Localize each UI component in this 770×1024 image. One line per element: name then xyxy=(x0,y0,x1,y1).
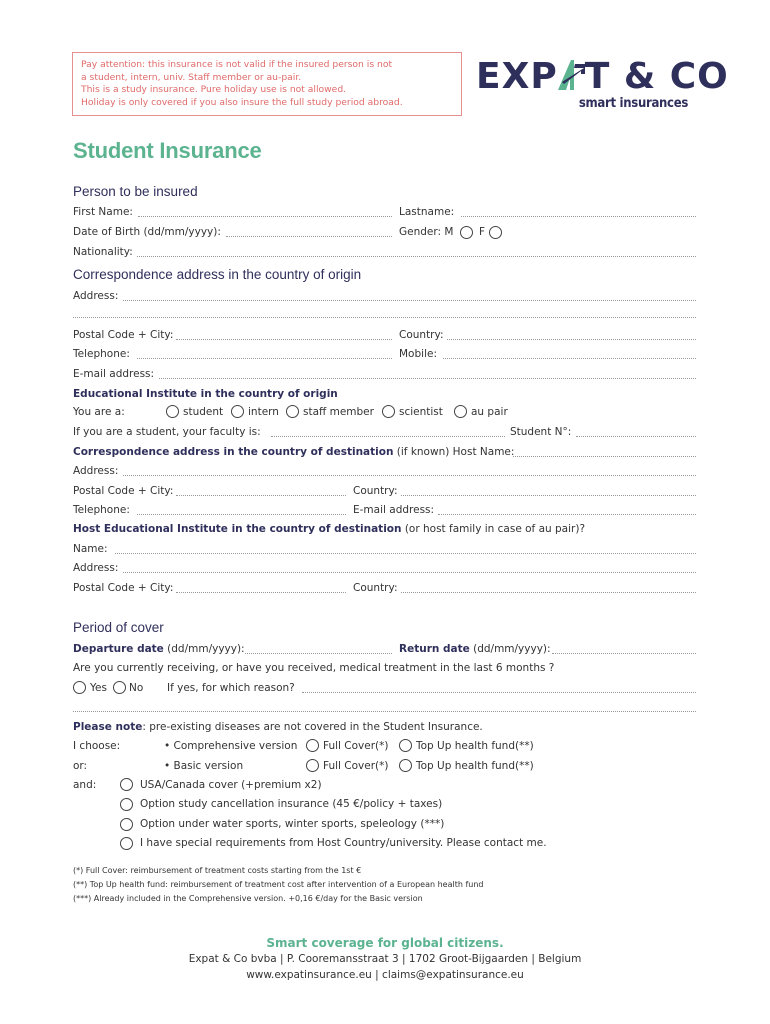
origin-address-field[interactable] xyxy=(123,300,696,301)
dest-country-label: Country: xyxy=(353,485,398,497)
first-name-label: First Name: xyxy=(73,206,133,218)
warning-line: Pay attention: this insurance is not valid if the insured person is not xyxy=(81,59,393,70)
dest-heading-bold: Correspondence address in the country of destination xyxy=(73,446,394,458)
host-postal-label: Postal Code + City: xyxy=(73,582,174,594)
usa-canada-label: USA/Canada cover (+premium x2) xyxy=(140,779,322,791)
lastname-label: Lastname: xyxy=(399,206,455,218)
treatment-yes-radio[interactable] xyxy=(73,681,86,694)
departure-label xyxy=(73,643,245,656)
logo-text-right: T & CO xyxy=(584,56,729,97)
dest-postal-field[interactable] xyxy=(176,495,346,496)
reason-field-2[interactable] xyxy=(73,711,696,712)
role-intern-radio[interactable] xyxy=(231,405,244,418)
origin-telephone-field[interactable] xyxy=(137,358,392,359)
lastname-field[interactable] xyxy=(461,216,696,217)
comprehensive-topup-label: Top Up health fund(**) xyxy=(416,740,534,752)
faculty-field[interactable] xyxy=(271,436,505,437)
nationality-label: Nationality: xyxy=(73,246,133,258)
origin-telephone-label: Telephone: xyxy=(73,348,130,360)
return-bold: Return date xyxy=(399,643,470,655)
footnote-3: (***) Already included in the Comprehensive version. +0,16 €/day for the Basic version xyxy=(73,894,423,903)
treatment-no-radio[interactable] xyxy=(113,681,126,694)
footer-tagline: Smart coverage for global citizens. xyxy=(266,936,504,950)
dest-email-label: E-mail address: xyxy=(353,504,435,516)
role-aupair-radio[interactable] xyxy=(454,405,467,418)
please-note-bold: Please note xyxy=(73,721,143,733)
sports-radio[interactable] xyxy=(120,818,133,831)
comprehensive-full-label: Full Cover(*) xyxy=(323,740,389,752)
first-name-field[interactable] xyxy=(138,216,392,217)
student-no-label: Student N°: xyxy=(510,426,572,438)
role-staff-radio[interactable] xyxy=(286,405,299,418)
logo-text-left: EXP xyxy=(476,56,558,97)
origin-address-label: Address: xyxy=(73,290,119,302)
warning-line: Holiday is only covered if you also insure the full study period abroad. xyxy=(81,96,403,108)
expat-co-logo xyxy=(476,56,729,112)
basic-full-radio[interactable] xyxy=(306,759,319,772)
footnote-2: (**) Top Up health fund: reimbursement of treatment cost after intervention of a European health fund xyxy=(73,880,484,889)
footer-contact: www.expatinsurance.eu | claims@expatinsurance.eu xyxy=(246,969,524,981)
logo-tagline: smart insurances xyxy=(578,96,688,111)
reason-label: If yes, for which reason? xyxy=(167,682,295,694)
or-label: or: xyxy=(73,760,88,772)
please-note xyxy=(73,721,483,734)
host-country-label: Country: xyxy=(353,582,398,594)
cancellation-label: Option study cancellation insurance (45 €/policy + taxes) xyxy=(140,798,443,810)
gender-m-radio[interactable] xyxy=(460,226,473,239)
departure-bold: Departure date xyxy=(73,643,164,655)
dest-address-field[interactable] xyxy=(123,475,696,476)
comprehensive-topup-radio[interactable] xyxy=(399,739,412,752)
origin-email-field[interactable] xyxy=(159,378,696,379)
footer-address: Expat & Co bvba | P. Cooremansstraat 3 | 1702 Groot-Bijgaarden | Belgium xyxy=(188,953,582,965)
usa-canada-radio[interactable] xyxy=(120,778,133,791)
host-institute-name-field[interactable] xyxy=(115,553,696,554)
section-heading-period: Period of cover xyxy=(73,620,164,635)
departure-field[interactable] xyxy=(245,653,392,654)
footnote-1: (*) Full Cover: reimbursement of treatment costs starting from the 1st € xyxy=(73,866,362,875)
origin-country-label: Country: xyxy=(399,329,444,341)
treatment-yes-label: Yes xyxy=(90,682,107,694)
special-req-radio[interactable] xyxy=(120,837,133,850)
host-postal-field[interactable] xyxy=(176,592,346,593)
treatment-question: Are you currently receiving, or have you received, medical treatment in the last 6 months ? xyxy=(73,662,555,674)
warning-box xyxy=(72,52,462,116)
role-intern-label: intern xyxy=(248,406,279,418)
section-heading-origin: Correspondence address in the country of origin xyxy=(73,267,362,282)
role-student-radio[interactable] xyxy=(166,405,179,418)
student-no-field[interactable] xyxy=(576,436,696,437)
basic-full-label: Full Cover(*) xyxy=(323,760,389,772)
cancellation-radio[interactable] xyxy=(120,798,133,811)
host-heading-bold: Host Educational Institute in the country of destination xyxy=(73,523,402,535)
return-rest: (dd/mm/yyyy): xyxy=(469,643,551,655)
section-heading-edu: Educational Institute in the country of origin xyxy=(73,388,338,400)
faculty-label: If you are a student, your faculty is: xyxy=(73,426,261,438)
comprehensive-label: • Comprehensive version xyxy=(164,740,298,752)
host-address-label: Address: xyxy=(73,562,119,574)
dest-heading-rest: (if known) Host Name: xyxy=(393,446,515,458)
dob-label: Date of Birth (dd/mm/yyyy): xyxy=(73,226,221,238)
role-staff-label: staff member xyxy=(303,406,374,418)
origin-address-field-2[interactable] xyxy=(73,317,696,318)
origin-mobile-label: Mobile: xyxy=(399,348,437,360)
i-choose-label: I choose: xyxy=(73,740,121,752)
role-scientist-label: scientist xyxy=(399,406,443,418)
reason-field[interactable] xyxy=(302,692,696,693)
special-req-label: I have special requirements from Host Country/university. Please contact me. xyxy=(140,837,547,849)
dob-field[interactable] xyxy=(226,236,392,237)
role-aupair-label: au pair xyxy=(471,406,508,418)
gender-f-radio[interactable] xyxy=(489,226,502,239)
and-label: and: xyxy=(73,779,97,791)
origin-mobile-field[interactable] xyxy=(443,358,696,359)
section-heading-dest xyxy=(73,446,514,459)
basic-topup-label: Top Up health fund(**) xyxy=(416,760,534,772)
origin-country-field[interactable] xyxy=(447,339,696,340)
return-label xyxy=(399,643,551,656)
please-note-rest: : pre-existing diseases are not covered in the Student Insurance. xyxy=(142,721,483,733)
dest-address-label: Address: xyxy=(73,465,119,477)
section-heading-person: Person to be insured xyxy=(73,184,198,199)
role-scientist-radio[interactable] xyxy=(382,405,395,418)
gender-f-label: F xyxy=(479,226,486,238)
dest-telephone-field[interactable] xyxy=(137,514,346,515)
gender-label: Gender: M xyxy=(399,226,454,238)
origin-email-label: E-mail address: xyxy=(73,368,155,380)
logo-arrow-icon xyxy=(558,60,585,90)
section-heading-host xyxy=(73,523,585,536)
dest-postal-label: Postal Code + City: xyxy=(73,485,174,497)
comprehensive-full-radio[interactable] xyxy=(306,739,319,752)
host-country-field[interactable] xyxy=(401,592,696,593)
host-name-field[interactable] xyxy=(513,456,696,457)
sports-label: Option under water sports, winter sports, speleology (***) xyxy=(140,818,445,830)
dest-email-field[interactable] xyxy=(438,514,696,515)
role-student-label: student xyxy=(183,406,224,418)
you-are-label: You are a: xyxy=(73,406,125,418)
host-heading-rest: (or host family in case of au pair)? xyxy=(401,523,586,535)
host-name-label: Name: xyxy=(73,543,108,555)
nationality-field[interactable] xyxy=(137,256,696,257)
origin-postal-field[interactable] xyxy=(176,339,392,340)
basic-topup-radio[interactable] xyxy=(399,759,412,772)
host-address-field[interactable] xyxy=(123,572,696,573)
dest-country-field[interactable] xyxy=(401,495,696,496)
page-title: Student Insurance xyxy=(73,138,262,163)
origin-postal-label: Postal Code + City: xyxy=(73,329,174,341)
warning-line: a student, intern, univ. Staff member or au-pair. xyxy=(81,71,302,83)
warning-line: This is a study insurance. Pure holiday use is not allowed. xyxy=(81,84,347,96)
treatment-no-label: No xyxy=(129,682,144,694)
return-field[interactable] xyxy=(552,653,696,654)
basic-label: • Basic version xyxy=(164,760,244,772)
dest-telephone-label: Telephone: xyxy=(73,504,130,516)
departure-rest: (dd/mm/yyyy): xyxy=(163,643,245,655)
